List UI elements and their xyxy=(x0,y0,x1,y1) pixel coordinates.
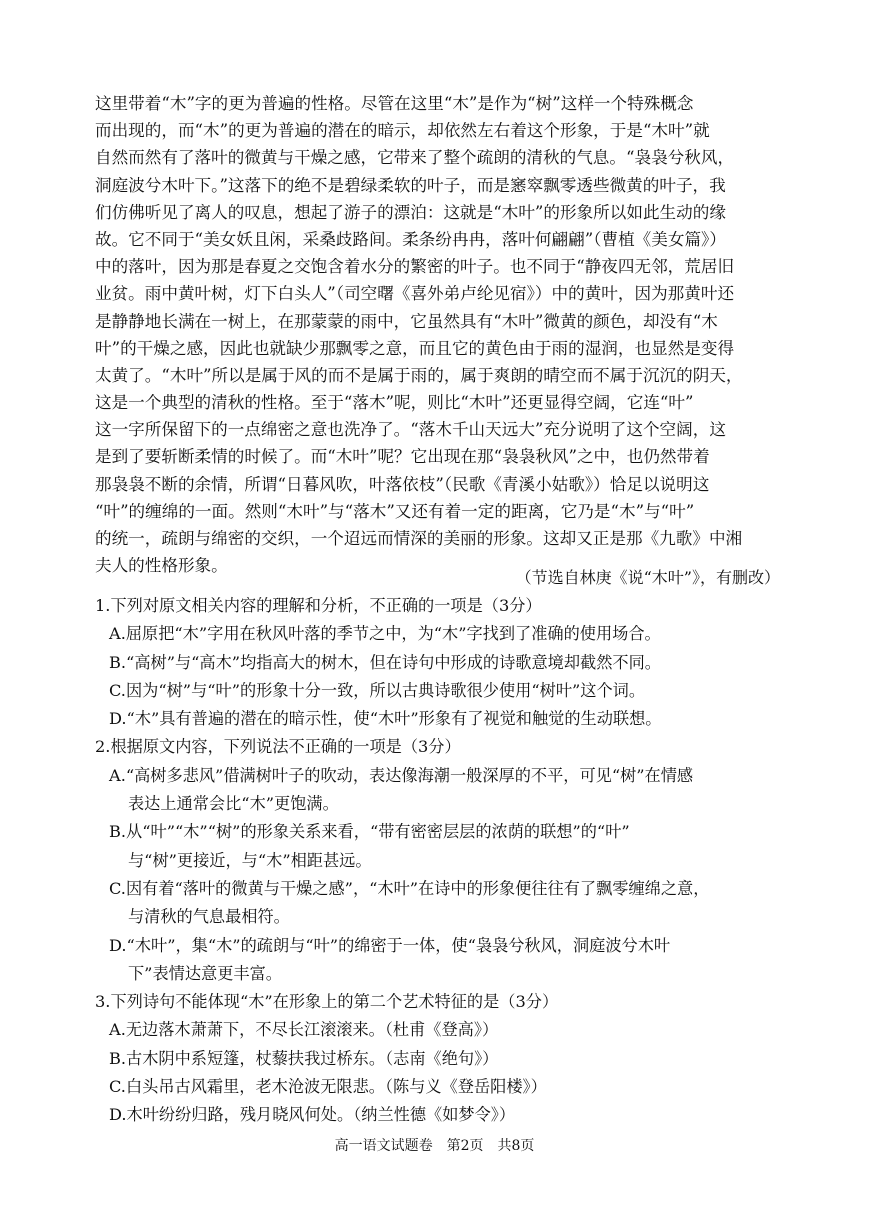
passage-source: （节选自林庚《说“木叶”》，有删改） xyxy=(515,568,780,587)
option-d-continuation: 下”表情达意更丰富。 xyxy=(128,963,282,983)
passage-line: 是到了要斩断柔情的时候了。而“木叶”呢？它出现在那“袅袅秋风”之中，也仍然带着 xyxy=(95,447,710,467)
option-d: D.“木叶”，集“木”的疏朗与“叶”的绵密于一体，使“袅袅兮秋风，洞庭波兮木叶 xyxy=(109,935,671,955)
passage-line: 这里带着“木”字的更为普遍的性格。尽管在这里“木”是作为“树”这样一个特殊概念 xyxy=(95,94,694,113)
option-c-continuation: 与清秋的气息最相符。 xyxy=(128,907,290,927)
passage-line: 太黄了。“木叶”所以是属于风的而不是属于雨的，属于爽朗的晴空而不属于沉沉的阴天， xyxy=(95,365,743,385)
passage-line: 这是一个典型的清秋的性格。至于“落木”呢，则比“木叶”还更显得空阔，它连“叶” xyxy=(95,393,694,413)
option-a: A.无边落木萧萧下，不尽长江滚滚来。（杜甫《登高》） xyxy=(109,1020,499,1040)
passage-line: 夫人的性格形象。 xyxy=(95,556,228,576)
passage-line: 业贫。雨中黄叶树，灯下白头人”（司空曙《喜外弟卢纶见宿》）中的黄叶，因为那黄叶还 xyxy=(95,284,735,304)
passage-line: 自然而然有了落叶的微黄与干燥之感，它带来了整个疏朗的清秋的气息。“袅袅兮秋风， xyxy=(95,148,735,168)
passage-line: 洞庭波兮木叶下。”这落下的绝不是碧绿柔软的叶子，而是窸窣飘零透些微黄的叶子，我 xyxy=(95,175,726,195)
question-stem: 2.根据原文内容，下列说法不正确的一项是（3分） xyxy=(95,737,461,757)
passage-line: 叶”的干燥之感，因此也就缺少那飘零之意，而且它的黄色由于雨的湿润，也显然是变得 xyxy=(95,338,735,358)
page-footer: 高一语文试题卷 第2页 共8页 xyxy=(334,1138,535,1154)
option-a: A.“高树多悲风”借满树叶子的吹动，表达像海潮一般深厚的不平，可见“树”在情感 xyxy=(109,765,694,785)
option-c: C.白头吊古风霜里，老木沧波无限悲。（陈与义《登岳阳楼》） xyxy=(109,1077,547,1097)
passage-line: 故。它不同于“美女妖且闲，采桑歧路间。柔条纷冉冉，落叶何翩翩”（曹植《美女篇》） xyxy=(95,229,726,249)
question-stem: 3.下列诗句不能体现“木”在形象上的第二个艺术特征的是（3分） xyxy=(95,992,559,1012)
reading-passage xyxy=(95,90,780,579)
passage-line: 是静静地长满在一树上，在那蒙蒙的雨中，它虽然具有“木叶”微黄的颜色，却没有“木 xyxy=(95,311,718,331)
option-d: D.“木”具有普遍的潜在的暗示性，使“木叶”形象有了视觉和触觉的生动联想。 xyxy=(109,709,662,729)
option-c: C.因为“树”与“叶”的形象十分一致，所以古典诗歌很少使用“树叶”这个词。 xyxy=(109,680,646,700)
passage-line: 而出现的，而“木”的更为普遍的潜在的暗示，却依然左右着这个形象，于是“木叶”就 xyxy=(95,121,710,141)
option-b-continuation: 与“树”更接近，与“木”相距甚远。 xyxy=(128,850,372,870)
passage-line: 们仿佛听见了离人的叹息，想起了游子的漂泊：这就是“木叶”的形象所以如此生动的缘 xyxy=(95,202,726,222)
passage-line: 那袅袅不断的余情，所谓“日暮风吹，叶落依枝”（民歌《青溪小姑歌》）恰足以说明这 xyxy=(95,474,710,494)
passage-line: 的统一，疏朗与绵密的交织，一个迢远而情深的美丽的形象。这却又正是那《九歌》中湘 xyxy=(95,529,743,548)
option-a: A.屈原把“木”字用在秋风叶落的季节之中，为“木”字找到了准确的使用场合。 xyxy=(109,624,661,644)
option-d: D.木叶纷纷归路，残月晓风何处。（纳兰性德《如梦令》） xyxy=(109,1105,516,1125)
passage-line: 中的落叶，因为那是春夏之交饱含着水分的繁密的叶子。也不同于“静夜四无邻，荒居旧 xyxy=(95,257,735,277)
option-b: B.古木阴中系短篷，杖藜扶我过桥东。（志南《绝句》） xyxy=(109,1048,499,1068)
passage-line: “叶”的缠绵的一面。然则“木叶”与“落木”又还有着一定的距离，它乃是“木”与“叶” xyxy=(95,501,695,521)
option-c: C.因有着“落叶的微黄与干燥之感”，“木叶”在诗中的形象便往往有了飘零缠绵之意， xyxy=(109,878,710,898)
option-b: B.“高树”与“高木”均指高大的树木，但在诗句中形成的诗歌意境却截然不同。 xyxy=(109,652,661,672)
option-a-continuation: 表达上通常会比“木”更饱满。 xyxy=(128,794,339,814)
question-stem: 1.下列对原文相关内容的理解和分析，不正确的一项是（3分） xyxy=(95,596,542,615)
passage-line: 这一字所保留下的一点绵密之意也洗净了。“落木千山天远大”充分说明了这个空阔，这 xyxy=(95,420,726,440)
option-b: B.从“叶”“木”“树”的形象关系来看，“带有密密层层的浓荫的联想”的“叶” xyxy=(109,822,630,842)
question-list xyxy=(95,592,785,1130)
